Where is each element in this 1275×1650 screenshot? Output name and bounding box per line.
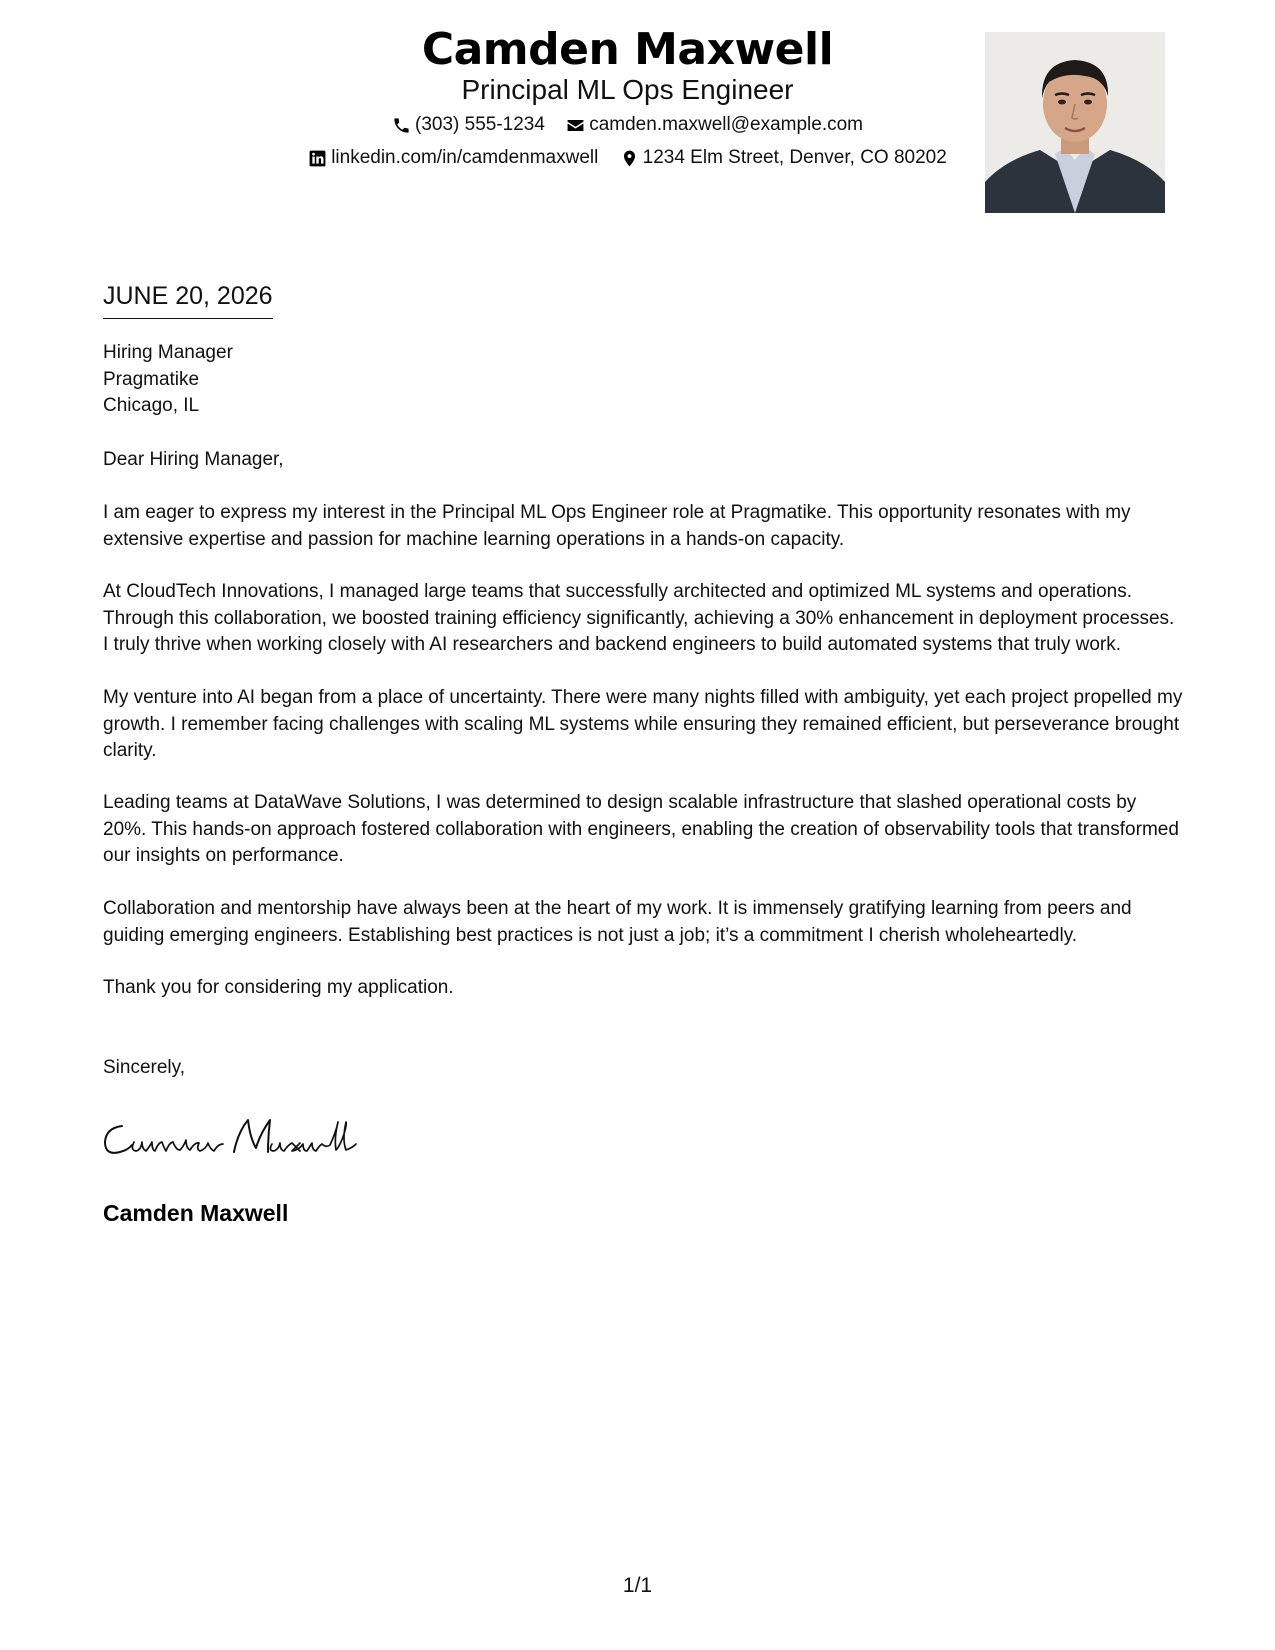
- recipient-block: [103, 340, 233, 420]
- email-contact[interactable]: [566, 112, 863, 138]
- profile-photo: [985, 32, 1165, 213]
- envelope-icon: [566, 116, 585, 135]
- body-paragraph: Leading teams at DataWave Solutions, I was determined to design scalable infrastructure that slashed operational costs by 20%. This hands-on approach fostered collaboration with engineers, enabling the creation of observability tools that transformed our insights on performance.: [103, 792, 1179, 866]
- body-paragraph: Collaboration and mentorship have always been at the heart of my work. It is immensely gratifying learning from peers and guiding emerging engineers. Establishing best practices is not just a job; it’s a commitment I cherish wholeheartedly.: [103, 898, 1132, 946]
- page-number: 1/1: [622, 1574, 653, 1597]
- street-address: 1234 Elm Street, Denver, CO 80202: [642, 147, 947, 168]
- applicant-name: Camden Maxwell: [421, 24, 834, 75]
- linkedin-contact[interactable]: [308, 145, 598, 171]
- linkedin-icon: [308, 149, 327, 168]
- phone-icon: [392, 116, 411, 135]
- map-pin-icon: [620, 149, 639, 168]
- recipient-name: Hiring Manager: [103, 342, 233, 363]
- salutation: Dear Hiring Manager,: [103, 449, 284, 470]
- letter-date: JUNE 20, 2026: [103, 280, 273, 319]
- phone-contact[interactable]: [392, 112, 545, 138]
- body-paragraph: I am eager to express my interest in the Principal ML Ops Engineer role at Pragmatike. This opportunity resonates with my extensive expertise and passion for machine learning operations in a hands-on capacity.: [103, 502, 1131, 550]
- sign-off: Sincerely,: [103, 1057, 186, 1078]
- recipient-company: Pragmatike: [103, 368, 200, 390]
- letter-header: [0, 0, 1275, 230]
- recipient-location: Chicago, IL: [103, 395, 200, 416]
- handwritten-signature: [100, 1112, 370, 1162]
- closing-thanks: Thank you for considering my application.: [103, 977, 454, 998]
- email-address: camden.maxwell@example.com: [589, 114, 863, 135]
- signer-name: Camden Maxwell: [103, 1200, 289, 1226]
- applicant-title: Principal ML Ops Engineer: [461, 74, 794, 105]
- address-contact: [620, 145, 947, 171]
- linkedin-url: linkedin.com/in/camdenmaxwell: [331, 147, 599, 168]
- phone-number: (303) 555-1234: [415, 114, 545, 135]
- letter-date-block: [103, 280, 273, 319]
- body-paragraph: At CloudTech Innovations, I managed large teams that successfully architected and optimized ML systems and operations. Through this collaboration, we boosted training efficiency significantly, achieving a 30% enhancement in deployment processes. I truly thrive when working closely with AI researchers and backend engineers to build automated systems that truly work.: [103, 581, 1175, 655]
- body-paragraph: My venture into AI began from a place of uncertainty. There were many nights filled with ambiguity, yet each project propelled my growth. I remember facing challenges with scaling ML systems while ensuring they remained efficient, but perseverance brought clarity.: [103, 687, 1183, 761]
